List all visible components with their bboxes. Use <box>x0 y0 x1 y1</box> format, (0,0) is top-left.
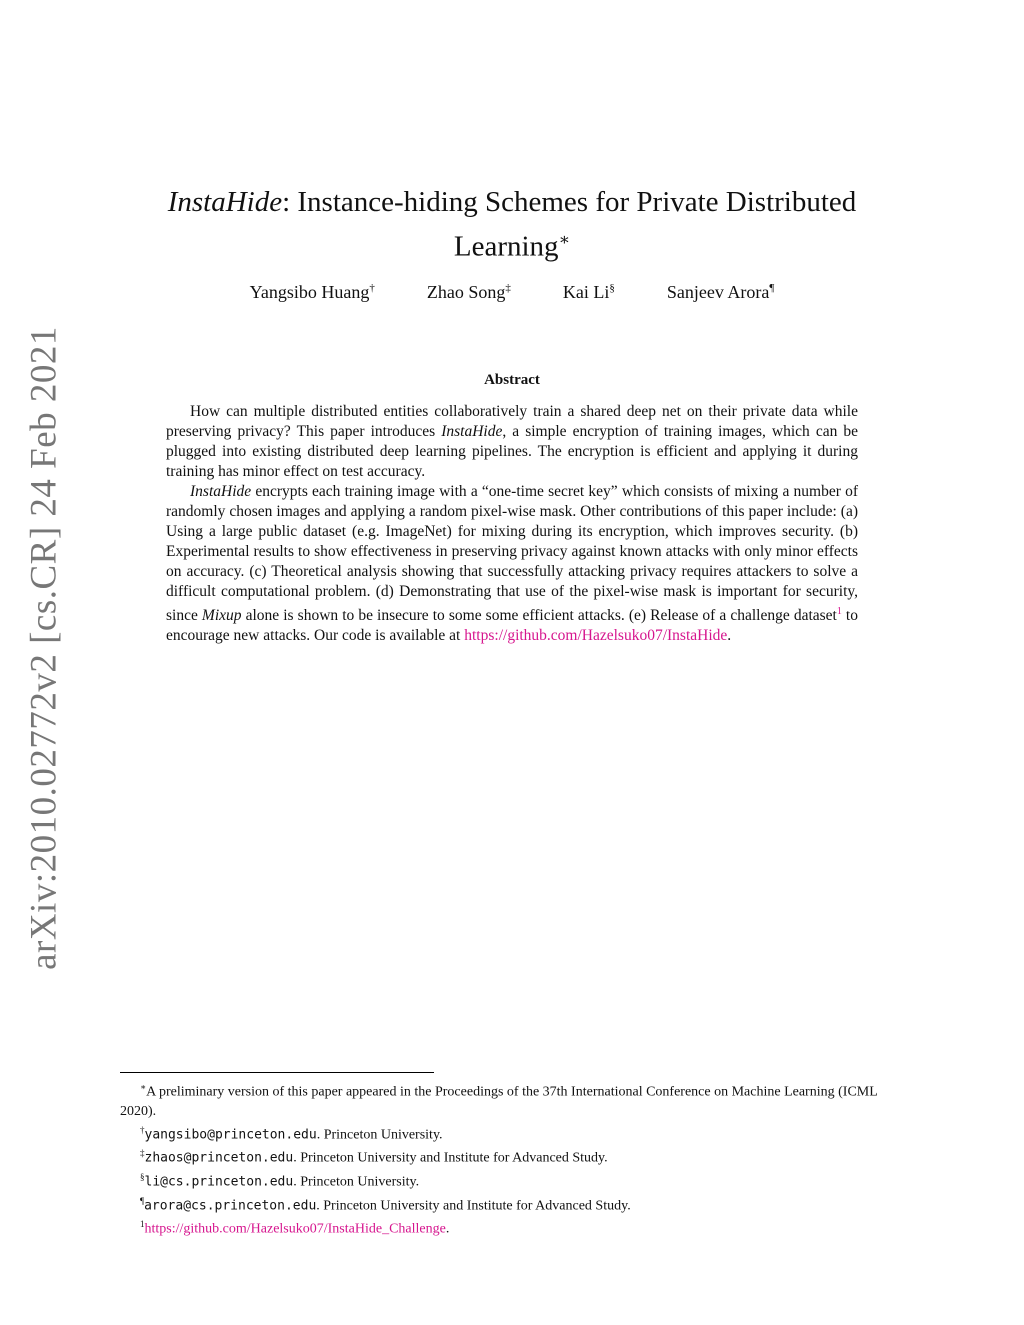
author <box>427 282 511 303</box>
author <box>250 282 375 303</box>
email-address: yangsibo@princeton.edu <box>144 1127 317 1143</box>
title-line-2 <box>160 221 864 266</box>
code-repository-link[interactable]: https://github.com/Hazelsuko07/InstaHide <box>464 627 728 645</box>
abstract-text: , a simple encryption of training images, which can be plugged into existing distributed deep learning pipelines. The encryption is efficient and applying it during training has minor effect on test accuracy. <box>166 423 858 480</box>
author-mark: ‡ <box>505 282 511 294</box>
footnote-link-1[interactable]: 1 <box>836 606 842 617</box>
footnote-text: . Princeton University and Institute for Advanced Study. <box>316 1198 631 1214</box>
footnote-author-3 <box>120 1168 906 1192</box>
author <box>667 282 774 303</box>
footnote-challenge <box>120 1215 906 1239</box>
footnote-rule <box>120 1072 434 1073</box>
challenge-dataset-link[interactable]: https://github.com/Hazelsuko07/InstaHide_Challenge <box>144 1221 446 1237</box>
title-line-1 <box>160 184 864 221</box>
email-address: li@cs.princeton.edu <box>144 1174 294 1190</box>
abstract-paragraph-2 <box>166 482 858 646</box>
author-mark: † <box>369 282 375 294</box>
abstract-emphasis: InstaHide <box>190 483 252 500</box>
footnotes <box>120 1078 906 1239</box>
abstract-text: alone is shown to be insecure to some some efficient attacks. (e) Release of a challenge dataset <box>241 607 837 625</box>
footnote-text: A preliminary version of this paper appeared in the Proceedings of the 37th International Conference on Machine Learning (ICML 2020). <box>120 1084 878 1119</box>
arxiv-sidebar <box>14 0 74 1325</box>
footnote-text: . Princeton University. <box>316 1127 443 1143</box>
footnote-mark: § <box>140 1171 145 1182</box>
author <box>563 282 615 303</box>
footnote-mark: ‡ <box>140 1148 145 1159</box>
paper-title <box>160 184 864 266</box>
email-address: zhaos@princeton.edu <box>144 1150 294 1166</box>
abstract-body <box>166 402 858 646</box>
footnote-text: . Princeton University and Institute for Advanced Study. <box>293 1150 608 1166</box>
author-list <box>160 282 864 303</box>
footnote-mark: ∗ <box>140 1082 147 1092</box>
abstract-heading: Abstract <box>484 372 540 388</box>
author-name: Sanjeev Arora <box>666 282 770 302</box>
author-mark: ¶ <box>769 282 775 294</box>
footnote-text: . <box>445 1221 450 1237</box>
footnote-mark: ¶ <box>140 1195 145 1206</box>
abstract-text: . <box>727 627 732 645</box>
footnote-author-2 <box>120 1144 906 1168</box>
author-mark: § <box>609 282 615 294</box>
abstract-text: to encourage new attacks. Our code is available at <box>166 607 858 645</box>
footnote-text: . Princeton University. <box>293 1174 420 1190</box>
footnote-mark: 1 <box>140 1219 145 1230</box>
abstract-emphasis: InstaHide <box>441 423 503 440</box>
email-address: arora@cs.princeton.edu <box>144 1198 317 1214</box>
title-footnote-mark: ∗ <box>558 230 571 249</box>
title-second-line: Learning <box>453 230 559 263</box>
abstract-text: encrypts each training image with a “one-time secret key” which consists of mixing a number of randomly chosen images and applying a random pixel-wise mask. Other contributions of this paper include: (a) Using a large public dataset (e.g. ImageNet) for mixing during its encryption, which improves security. (b) Experimental results to show effectiveness in preserving privacy against known attacks with only minor effects on accuracy. (c) Theoretical analysis showing that successfully attacking privacy requires attackers to solve a difficult computational problem. (d) Demonstrating that use of the pixel-wise mask is important for security, since <box>166 483 858 625</box>
footnote-preliminary <box>120 1078 906 1121</box>
footnote-mark: † <box>140 1124 145 1135</box>
author-name: Zhao Song <box>426 282 506 302</box>
author-name: Kai Li <box>562 282 610 302</box>
footnote-author-4 <box>120 1192 906 1216</box>
title-italic-part: InstaHide <box>167 186 283 218</box>
abstract-text: How can multiple distributed entities collaboratively train a shared deep net on their private data while preserving privacy? This paper introduces <box>166 403 858 440</box>
footnote-author-1 <box>120 1121 906 1145</box>
abstract-emphasis: Mixup <box>201 607 242 625</box>
author-name: Yangsibo Huang <box>249 282 370 302</box>
abstract-paragraph-1 <box>166 402 858 482</box>
arxiv-identifier: arXiv:2010.02772v2 [cs.CR] 24 Feb 2021 <box>23 326 65 970</box>
title-rest: : Instance-hiding Schemes for Private Distributed <box>282 186 857 218</box>
